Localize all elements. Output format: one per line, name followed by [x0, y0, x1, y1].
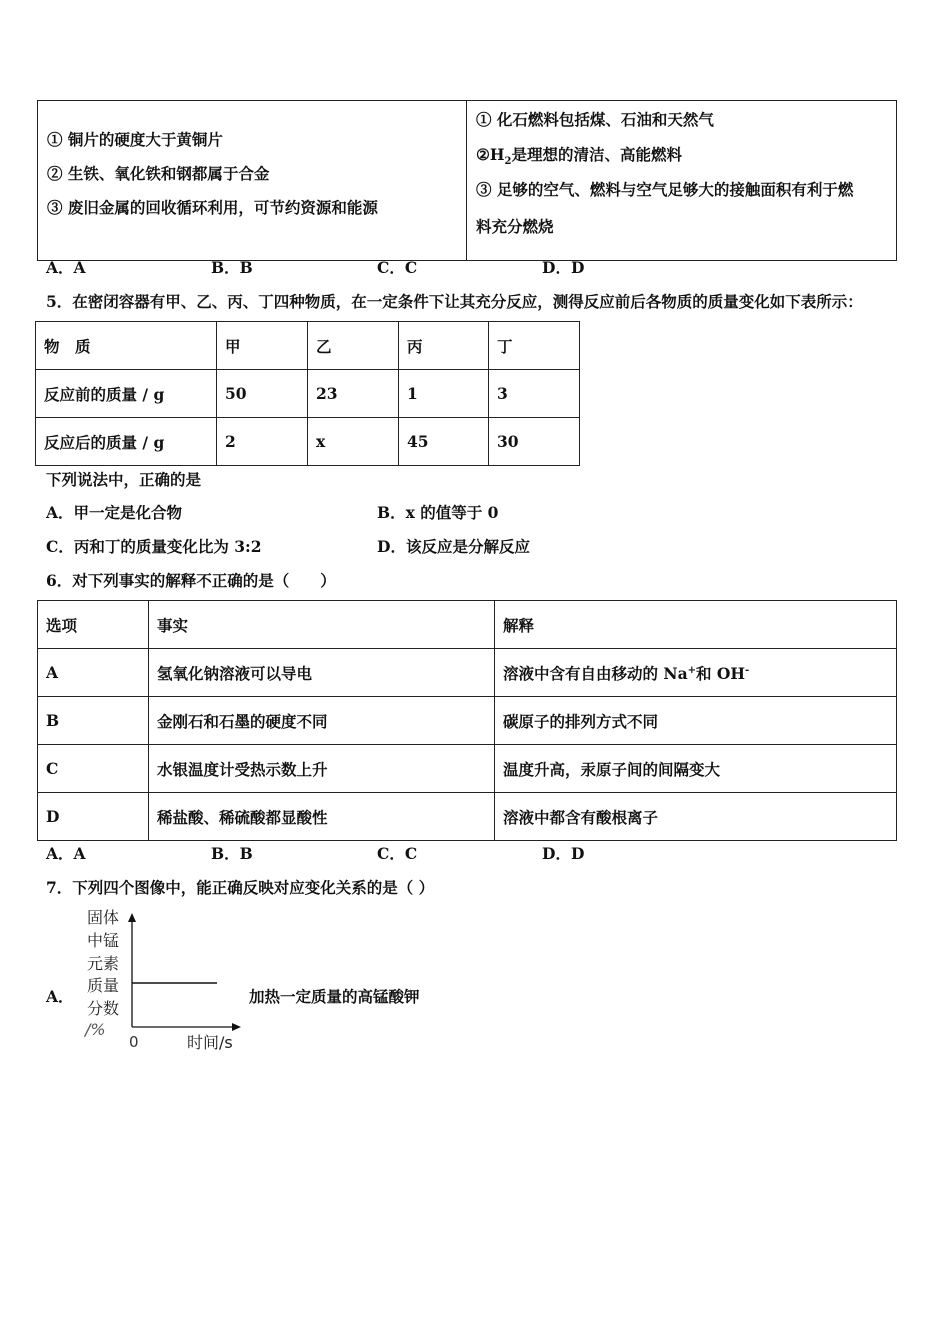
q6-row-a-explanation: 溶液中含有自由移动的 Na+和 OH-	[495, 649, 897, 697]
q5-row2-ding: 30	[489, 418, 580, 466]
q6-row-b-fact: 金刚石和石墨的硬度不同	[149, 697, 495, 745]
q4-right-item-4: 料充分燃烧	[476, 217, 554, 236]
q4-table	[37, 100, 897, 261]
q6-stem: 6．对下列事实的解释不正确的是（ ）	[46, 571, 336, 590]
q6-row-c-option: C	[38, 745, 149, 793]
q6-row-b-explanation: 碳原子的排列方式不同	[495, 697, 897, 745]
q5-table	[35, 321, 580, 466]
q7-chart-a	[80, 905, 250, 1055]
q4-left-item-2: ② 生铁、氧化铁和钢都属于合金	[47, 164, 270, 183]
q6-row-d-fact: 稀盐酸、稀硫酸都显酸性	[149, 793, 495, 841]
q6-row-a-fact: 氢氧化钠溶液可以导电	[149, 649, 495, 697]
q6-option-a[interactable]: A．A	[46, 844, 86, 863]
q5-row2-bing: 45	[399, 418, 489, 466]
q5-row2-label: 反应后的质量 / g	[36, 418, 217, 466]
q6-option-c[interactable]: C．C	[377, 844, 418, 863]
q7-stem: 7．下列四个图像中，能正确反映对应变化关系的是（ ）	[46, 878, 435, 897]
q5-header-jia: 甲	[217, 322, 308, 370]
q6-header-explanation: 解释	[495, 601, 897, 649]
q5-option-a[interactable]: A．甲一定是化合物	[46, 503, 183, 522]
y-axis-label-line: /%	[85, 1020, 106, 1039]
q6-option-b[interactable]: B．B	[211, 844, 253, 863]
q4-right-item-3: ③ 足够的空气、燃料与空气足够大的接触面积有利于燃	[476, 180, 854, 199]
q6-row-b-option: B	[38, 697, 149, 745]
q6-option-d[interactable]: D．D	[542, 844, 585, 863]
y-axis-label-line: 中锰	[87, 931, 120, 950]
q6-header-row	[38, 601, 897, 649]
q5-option-d[interactable]: D．该反应是分解反应	[377, 537, 530, 556]
q5-row1-label: 反应前的质量 / g	[36, 370, 217, 418]
y-axis-label-line: 质量	[87, 976, 120, 995]
table-row	[36, 370, 580, 418]
q5-row1-bing: 1	[399, 370, 489, 418]
q6-row-d-explanation: 溶液中都含有酸根离子	[495, 793, 897, 841]
q4-left-item-1: ① 铜片的硬度大于黄铜片	[47, 130, 223, 149]
table-row	[38, 745, 897, 793]
y-axis-label	[83, 908, 119, 1039]
table-row	[36, 418, 580, 466]
q5-header-substance: 物 质	[36, 322, 217, 370]
q5-row2-yi: x	[308, 418, 399, 466]
q6-row-a-option: A	[38, 649, 149, 697]
x-axis-label: 时间/s	[187, 1033, 233, 1052]
q4-option-d[interactable]: D．D	[542, 258, 585, 277]
q5-header-bing: 丙	[399, 322, 489, 370]
q5-option-b[interactable]: B．x 的值等于 0	[377, 503, 499, 522]
q7-option-a-caption: 加热一定质量的高锰酸钾	[249, 987, 420, 1006]
q4-option-c[interactable]: C．C	[377, 258, 418, 277]
q4-right-cell	[467, 101, 897, 261]
q5-header-ding: 丁	[489, 322, 580, 370]
q6-header-fact: 事实	[149, 601, 495, 649]
q5-header-row	[36, 322, 580, 370]
q7-option-a-label[interactable]: A．	[46, 987, 74, 1006]
q4-option-b[interactable]: B．B	[211, 258, 253, 277]
q4-option-a[interactable]: A．A	[46, 258, 86, 277]
q6-row-c-explanation: 温度升高，汞原子间的间隔变大	[495, 745, 897, 793]
y-axis-label-line: 元素	[87, 954, 120, 973]
y-axis-label-line: 固体	[87, 908, 120, 927]
table-row	[38, 649, 897, 697]
table-row	[38, 793, 897, 841]
q6-row-d-option: D	[38, 793, 149, 841]
q5-row2-jia: 2	[217, 418, 308, 466]
q6-table	[37, 600, 897, 841]
q5-stem: 5．在密闭容器有甲、乙、丙、丁四种物质，在一定条件下让其充分反应，测得反应前后各物质的质量变化如下表所示：	[46, 292, 863, 311]
y-axis-label-line: 分数	[87, 999, 120, 1018]
q6-header-option: 选项	[38, 601, 149, 649]
q5-header-yi: 乙	[308, 322, 399, 370]
x-axis-arrow	[232, 1023, 241, 1031]
table-row	[38, 697, 897, 745]
q4-left-cell	[38, 101, 467, 261]
q5-row1-jia: 50	[217, 370, 308, 418]
q5-option-c[interactable]: C．丙和丁的质量变化比为 3:2	[46, 537, 262, 556]
q5-row1-yi: 23	[308, 370, 399, 418]
origin-label: 0	[129, 1033, 139, 1051]
q4-left-item-3: ③ 废旧金属的回收循环利用，可节约资源和能源	[47, 198, 378, 217]
q4-right-item-2: $②H_2$是理想的清洁、高能燃料	[476, 145, 683, 168]
q6-row-c-fact: 水银温度计受热示数上升	[149, 745, 495, 793]
q5-prompt: 下列说法中，正确的是	[46, 470, 202, 489]
y-axis-arrow	[128, 913, 136, 922]
q4-right-item-1: ① 化石燃料包括煤、石油和天然气	[476, 110, 714, 129]
q5-row1-ding: 3	[489, 370, 580, 418]
